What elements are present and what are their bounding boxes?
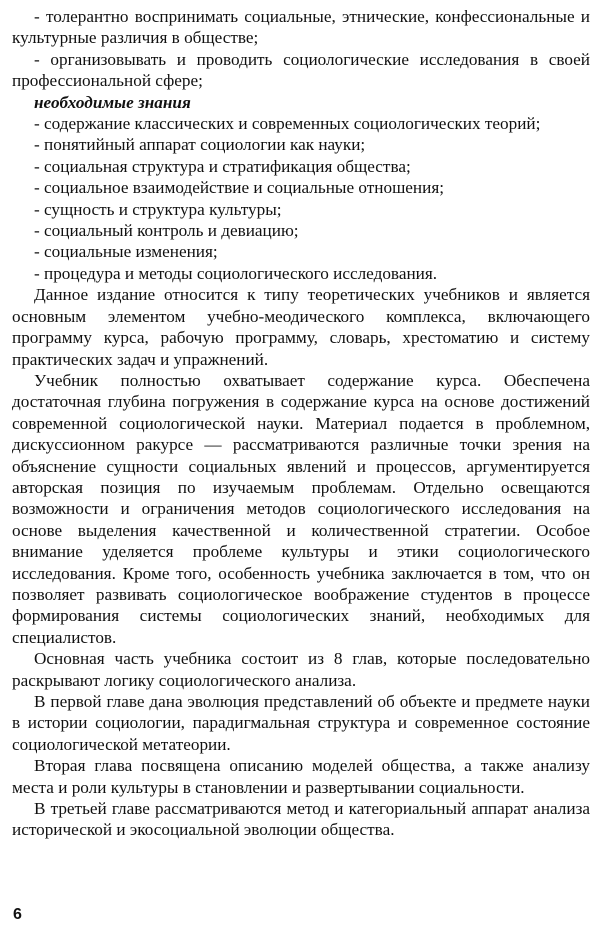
page-body [12,6,590,841]
page-number: 6 [13,906,22,923]
knowledge-item: - сущность и структура культуры; [34,199,282,219]
knowledge-item: - социальные изменения; [34,242,218,262]
body-paragraph: В третьей главе рассматриваются метод и категориальный аппарат анализа исторической и экосоциальной эволюции общества. [12,799,590,840]
body-paragraph: Вторая глава посвящена описанию моделей общества, а также анализу места и роли культуры в становлении и развертывании социальности. [12,756,590,797]
body-paragraph: В первой главе дана эволюция представлений об объекте и предмете науки в истории социологии, парадигмальная структура и современное состояние социологической метатеории. [12,692,590,754]
intro-line: - толерантно воспринимать социальные, этнические, конфессиональные и культурные различия в обществе; [12,7,590,48]
body-paragraph: Данное издание относится к типу теоретических учебников и является основным элементом учебно-меодического комплекса, включающего программу курса, рабочую программу, словарь, хрестоматию и систему практических задач и упражнений. [12,285,590,369]
intro-line: - организовывать и проводить социологические исследования в своей профессиональной сфере; [12,49,590,91]
knowledge-item: - понятийный аппарат социологии как науки; [34,135,366,155]
knowledge-item: - социальная структура и стратификация общества; [34,156,411,176]
knowledge-item: - содержание классических и современных социологических теорий; [34,114,541,134]
knowledge-item: - социальный контроль и девиацию; [34,221,299,241]
knowledge-heading: необходимые знания [34,92,191,112]
knowledge-item: - социальное взаимодействие и социальные отношения; [34,178,445,198]
body-paragraph: Основная часть учебника состоит из 8 глав, которые последовательно раскрывают логику социологического анализа. [12,649,590,690]
body-paragraph: Учебник полностью охватывает содержание курса. Обеспечена достаточная глубина погружения в содержание курса на основе достижений современной социологической науки. Материал подается в проблемном, дискуссионном ракурсе — рассматриваются различные точки зрения на объяснение сущности социальных явлений и процессов, аргументируется авторская позиция по изучаемым проблемам. Отдельно освещаются возможности и ограничения методов социологического исследования на основе выделения качественной и количественной стратегии. Особое внимание уделяется проблеме культуры и этики социологического исследования. Кроме того, особенность учебника заключается в том, что он позволяет развивать социологическое воображение студентов в процессе формирования системы социологических знаний, необходимых для специалистов. [12,370,590,647]
knowledge-item: - процедура и методы социологического исследования. [34,263,438,283]
